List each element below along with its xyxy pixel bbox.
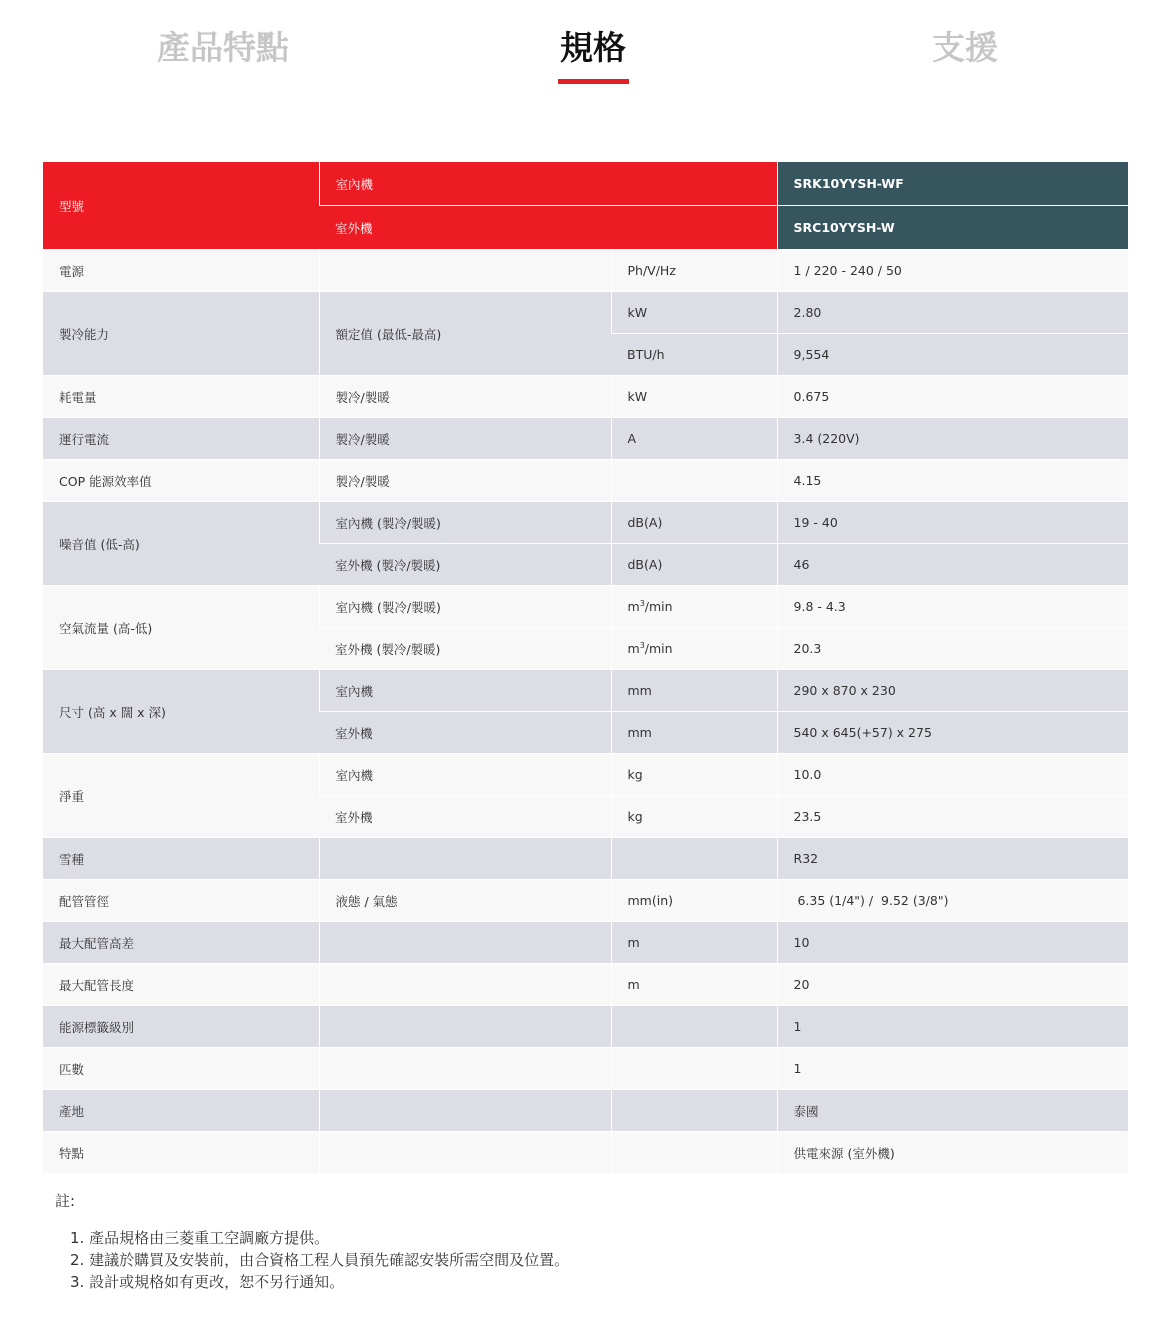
row-label: 耗電量 [43,376,319,418]
row-value: 20.3 [777,628,1128,670]
table-row [43,418,1128,460]
row-value: 19 - 40 [777,502,1128,544]
notes-title: 註: [55,1192,76,1210]
row-sub: 製冷/製暖 [319,418,611,460]
row-unit: dB(A) [611,502,777,544]
row-label: 製冷能力 [43,292,319,376]
row-sub [319,1048,611,1090]
row-unit: Ph/V/Hz [611,250,777,292]
row-label: 最大配管高差 [43,922,319,964]
table-row [43,1006,1128,1048]
row-value: 290 x 870 x 230 [777,670,1128,712]
row-unit [611,1048,777,1090]
row-label: 淨重 [43,754,319,838]
row-value: 10.0 [777,754,1128,796]
outdoor-label: 室外機 [319,206,777,250]
row-sub [319,838,611,880]
row-label: 電源 [43,250,319,292]
row-value: 4.15 [777,460,1128,502]
unit-exponent: 3 [639,598,645,608]
outdoor-model: SRC10YYSH-W [777,206,1128,250]
row-unit: mm [611,670,777,712]
row-unit: kW [611,376,777,418]
row-label: 配管管徑 [43,880,319,922]
unit-base: m [627,599,640,615]
table-row [43,586,1128,628]
table-row [43,922,1128,964]
row-sub: 室外機 [319,796,611,838]
row-sub: 室內機 [319,754,611,796]
row-unit [611,1090,777,1132]
row-label: 能源標籤級別 [43,1006,319,1048]
indoor-model: SRK10YYSH-WF [777,162,1128,206]
table-row [43,502,1128,544]
tab-product-features[interactable]: 產品特點 [157,28,289,67]
row-value: 泰國 [777,1090,1128,1132]
row-unit: kg [611,754,777,796]
table-row [43,250,1128,292]
row-label: 雪種 [43,838,319,880]
row-value: 46 [777,544,1128,586]
table-row [43,964,1128,1006]
row-unit: m [611,922,777,964]
notes-section [55,1190,569,1293]
row-unit [611,1006,777,1048]
row-value: 0.675 [777,376,1128,418]
row-sub [319,922,611,964]
row-sub: 室內機 (製冷/製暖) [319,586,611,628]
active-tab-indicator [558,79,629,84]
row-unit: dB(A) [611,544,777,586]
row-sub: 室內機 [319,670,611,712]
row-sub: 液態 / 氣態 [319,880,611,922]
row-value: 9.8 - 4.3 [777,586,1128,628]
table-row [43,292,1128,334]
row-unit: BTU/h [611,334,777,376]
row-sub: 室外機 (製冷/製暖) [319,628,611,670]
row-value: 9,554 [777,334,1128,376]
row-unit: mm [611,712,777,754]
row-label: 特點 [43,1132,319,1174]
row-sub: 室內機 (製冷/製暖) [319,502,611,544]
row-value: 1 / 220 - 240 / 50 [777,250,1128,292]
row-sub [319,1132,611,1174]
row-sub [319,250,611,292]
unit-base: m [627,641,640,657]
row-unit: m [611,964,777,1006]
unit-rest: /min [644,599,673,615]
table-row [43,880,1128,922]
row-label: 尺寸 (高 x 闊 x 深) [43,670,319,754]
row-sub [319,1006,611,1048]
note-item: 1. 產品規格由三菱重工空調廠方提供。 [70,1229,330,1247]
row-sub: 製冷/製暖 [319,376,611,418]
table-row [43,376,1128,418]
row-value: 10 [777,922,1128,964]
table-row [43,162,1128,206]
row-sub [319,1090,611,1132]
row-label: 匹數 [43,1048,319,1090]
row-value: 1 [777,1048,1128,1090]
row-unit: mm(in) [611,880,777,922]
note-item: 2. 建議於購買及安裝前，由合資格工程人員預先確認安裝所需空間及位置。 [70,1251,570,1269]
spec-table [43,162,1128,1174]
table-row [43,1090,1128,1132]
row-sub [319,964,611,1006]
row-unit [611,586,777,628]
table-row [43,1132,1128,1174]
unit-exponent: 3 [639,640,645,650]
row-label: COP 能源效率值 [43,460,319,502]
row-value: 1 [777,1006,1128,1048]
row-label: 噪音值 (低-高) [43,502,319,586]
row-unit [611,1132,777,1174]
table-row [43,1048,1128,1090]
row-value: 23.5 [777,796,1128,838]
row-sub: 室外機 (製冷/製暖) [319,544,611,586]
row-sub: 製冷/製暖 [319,460,611,502]
row-value: 540 x 645(+57) x 275 [777,712,1128,754]
row-unit: kW [611,292,777,334]
row-unit [611,460,777,502]
row-value: R32 [777,838,1128,880]
tab-bar [0,0,1169,100]
row-unit [611,628,777,670]
row-sub: 額定值 (最低-最高) [319,292,611,376]
tab-specifications[interactable]: 規格 [560,28,626,67]
tab-support[interactable]: 支援 [932,28,998,67]
row-value: 3.4 (220V) [777,418,1128,460]
unit-rest: /min [644,641,673,657]
row-value: 供電來源 (室外機) [777,1132,1128,1174]
row-value: 2.80 [777,292,1128,334]
row-unit: kg [611,796,777,838]
row-unit [611,838,777,880]
row-unit: A [611,418,777,460]
table-row [43,754,1128,796]
model-label: 型號 [43,162,319,250]
row-value: 20 [777,964,1128,1006]
row-label: 空氣流量 (高-低) [43,586,319,670]
note-item: 3. 設計或規格如有更改，恕不另行通知。 [70,1273,345,1291]
table-row [43,838,1128,880]
row-label: 最大配管長度 [43,964,319,1006]
indoor-label: 室內機 [319,162,777,206]
row-sub: 室外機 [319,712,611,754]
table-row [43,670,1128,712]
table-row [43,460,1128,502]
row-label: 運行電流 [43,418,319,460]
row-label: 產地 [43,1090,319,1132]
row-value: 6.35 (1/4") / 9.52 (3/8") [777,880,1128,922]
notes-list [55,1227,569,1293]
